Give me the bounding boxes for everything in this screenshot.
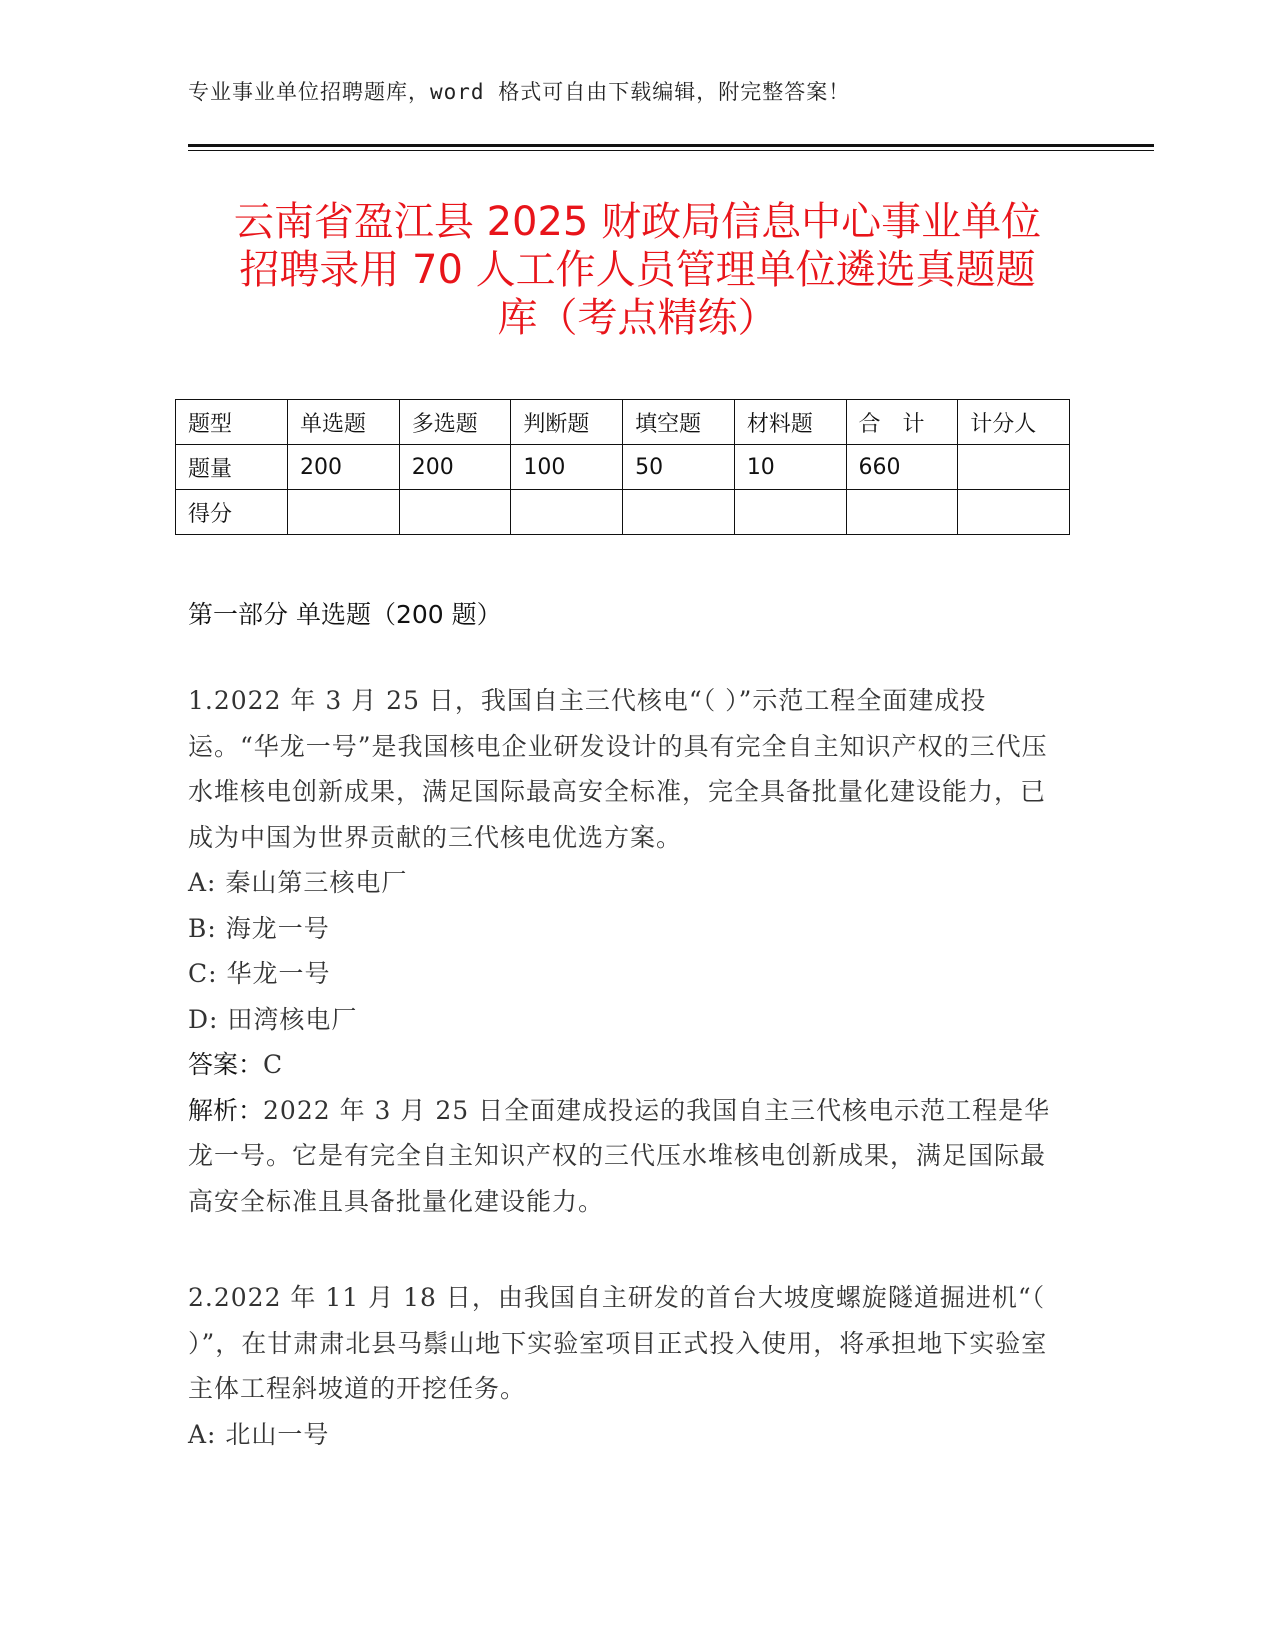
table-cell: 660: [846, 445, 958, 490]
answer-line: [188, 1042, 1068, 1088]
table-cell: 材料题: [734, 400, 846, 445]
table-cell: 多选题: [399, 400, 511, 445]
header-rule-thin: [188, 150, 1154, 151]
question-1: [188, 678, 1068, 1224]
score-table: [175, 399, 1070, 535]
analysis-text: 2022 年 3 月 25 日全面建成投运的我国自主三代核电示范工程是华龙一号。它是有完全自主知识产权的三代压水堆核电创新成果，满足国际最高安全标准且具备批量化建设能力。: [188, 1095, 1051, 1216]
table-cell: [511, 490, 623, 535]
table-cell: 合 计: [846, 400, 958, 445]
table-row: [176, 400, 1070, 445]
option-a: A: 秦山第三核电厂: [188, 868, 408, 897]
table-cell: [846, 490, 958, 535]
table-cell: 10: [734, 445, 846, 490]
option-b: B: 海龙一号: [188, 913, 330, 943]
option-d: D: 田湾核电厂: [188, 1004, 358, 1034]
header-note: 专业事业单位招聘题库，word 格式可自由下载编辑，附完整答案！: [188, 80, 851, 104]
table-cell: 100: [511, 445, 623, 490]
table-cell: [399, 490, 511, 535]
table-cell: [734, 490, 846, 535]
table-row: [176, 490, 1070, 535]
title-line-2: 招聘录用 70 人工作人员管理单位遴选真题题: [239, 247, 1036, 293]
question-stem: 1.2022 年 3 月 25 日，我国自主三代核电“（ ）”示范工程全面建成投运。“华龙一号”是我国核电企业研发设计的具有完全自主知识产权的三代压水堆核电创新成果，满足国际最高安全标准，完全具备批量化建设能力，已成为中国为世界贡献的三代核电优选方案。: [188, 686, 1048, 852]
table-cell: [288, 490, 400, 535]
question-stem: 2.2022 年 11 月 18 日，由我国自主研发的首台大坡度螺旋隧道掘进机“（ ）”，在甘肃肃北县马鬃山地下实验室项目正式投入使用，将承担地下实验室主体工程斜坡道的开挖任务。: [188, 1283, 1048, 1403]
table-cell: 填空题: [623, 400, 735, 445]
header-rule-thick: [188, 144, 1154, 147]
table-cell: 计分人: [958, 400, 1070, 445]
answer-value: C: [263, 1050, 284, 1079]
option-c: C: 华龙一号: [188, 959, 331, 988]
table-cell: [958, 490, 1070, 535]
table-row: [176, 445, 1070, 490]
table-cell: 200: [288, 445, 400, 490]
answer-label: 答案：: [188, 1050, 264, 1079]
table-cell: 50: [623, 445, 735, 490]
analysis-line: [188, 1088, 1068, 1225]
table-cell: [623, 490, 735, 535]
option-a: A: 北山一号: [188, 1419, 330, 1449]
title-line-3: 库（考点精练）: [497, 295, 778, 341]
table-cell: [958, 445, 1070, 490]
table-cell: 200: [399, 445, 511, 490]
question-2: [188, 1275, 1068, 1457]
section-heading: 第一部分 单选题（200 题）: [188, 600, 502, 629]
table-cell: 单选题: [288, 400, 400, 445]
table-cell: 得分: [176, 490, 288, 535]
table-cell: 判断题: [511, 400, 623, 445]
document-title: [180, 198, 1095, 342]
table-cell: 题型: [176, 400, 288, 445]
title-line-1: 云南省盈江县 2025 财政局信息中心事业单位: [233, 199, 1042, 245]
table-cell: 题量: [176, 445, 288, 490]
analysis-label: 解析：: [188, 1095, 264, 1125]
